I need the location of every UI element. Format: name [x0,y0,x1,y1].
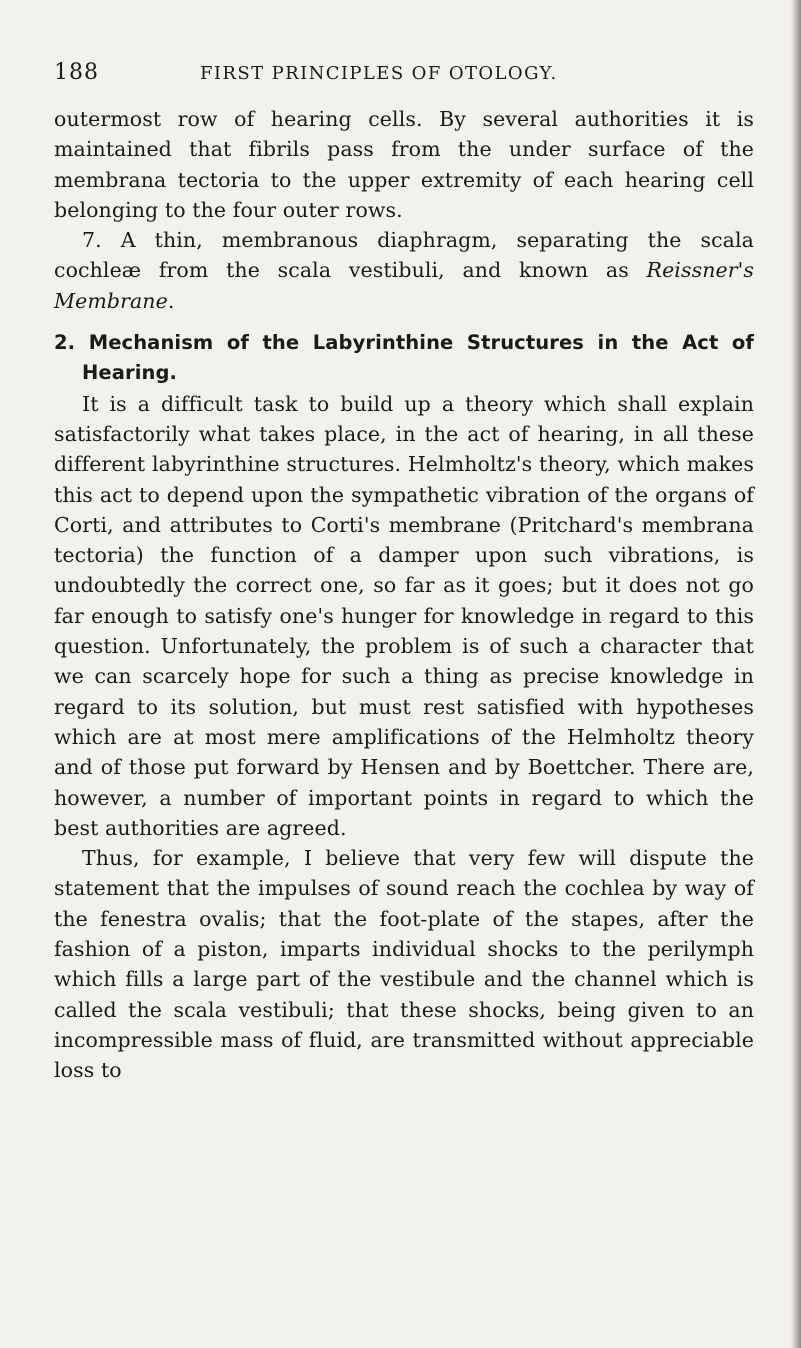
body-text [54,104,754,1086]
continuation-paragraph: outermost row of hearing cells. By several authorities it is maintained that fibrils pass from the under surface of the membrana tectoria to the upper extremity of each hearing cell belonging to the four outer rows. [54,107,754,222]
section-heading: 2. Mechanism of the Labyrinthine Structures in the Act of Hearing. [54,331,754,385]
item-7-text: 7. A thin, membranous diaphragm, separating the scala cochleæ from the scala vestibuli, and known as [54,228,754,283]
running-title: FIRST PRINCIPLES OF OTOLOGY. [200,63,558,84]
item-7-paragraph [54,225,754,316]
item-7-italic-term: Reissner's Membrane [54,258,754,313]
running-head [54,56,754,92]
book-page [54,56,754,1086]
section-paragraph-2: Thus, for example, I believe that very few will dispute the statement that the impulses of sound reach the cochlea by way of the fenestra ovalis; that the foot-plate of the stapes, after the fashion of a piston, imparts individual shocks to the perilymph which fills a large part of the vestibule and the channel which is called the scala vestibuli; that these shocks, being given to an incompressible mass of fluid, are transmitted without appreciable loss to [54,846,754,1083]
item-7-end: . [167,288,175,313]
page-number: 188 [54,60,99,85]
page-edge-shadow [791,0,801,1348]
section-paragraph-1: It is a difficult task to build up a theory which shall explain satisfactorily what takes place, in the act of hearing, in all these different labyrinthine structures. Helmholtz's theory, which makes this act to depend upon the sympathetic vibration of the organs of Corti, and attributes to Corti's membrane (Pritchard's membrana tectoria) the function of a damper upon such vibrations, is undoubtedly the correct one, so far as it goes; but it does not go far enough to satisfy one's hunger for knowledge in regard to this question. Unfortunately, the problem is of such a character that we can scarcely hope for such a thing as precise knowledge in regard to its solution, but must rest satisfied with hypotheses which are at most mere amplifications of the Helmholtz theory and of those put forward by Hensen and by Boettcher. There are, however, a number of important points in regard to which the best authorities are agreed. [54,391,754,840]
